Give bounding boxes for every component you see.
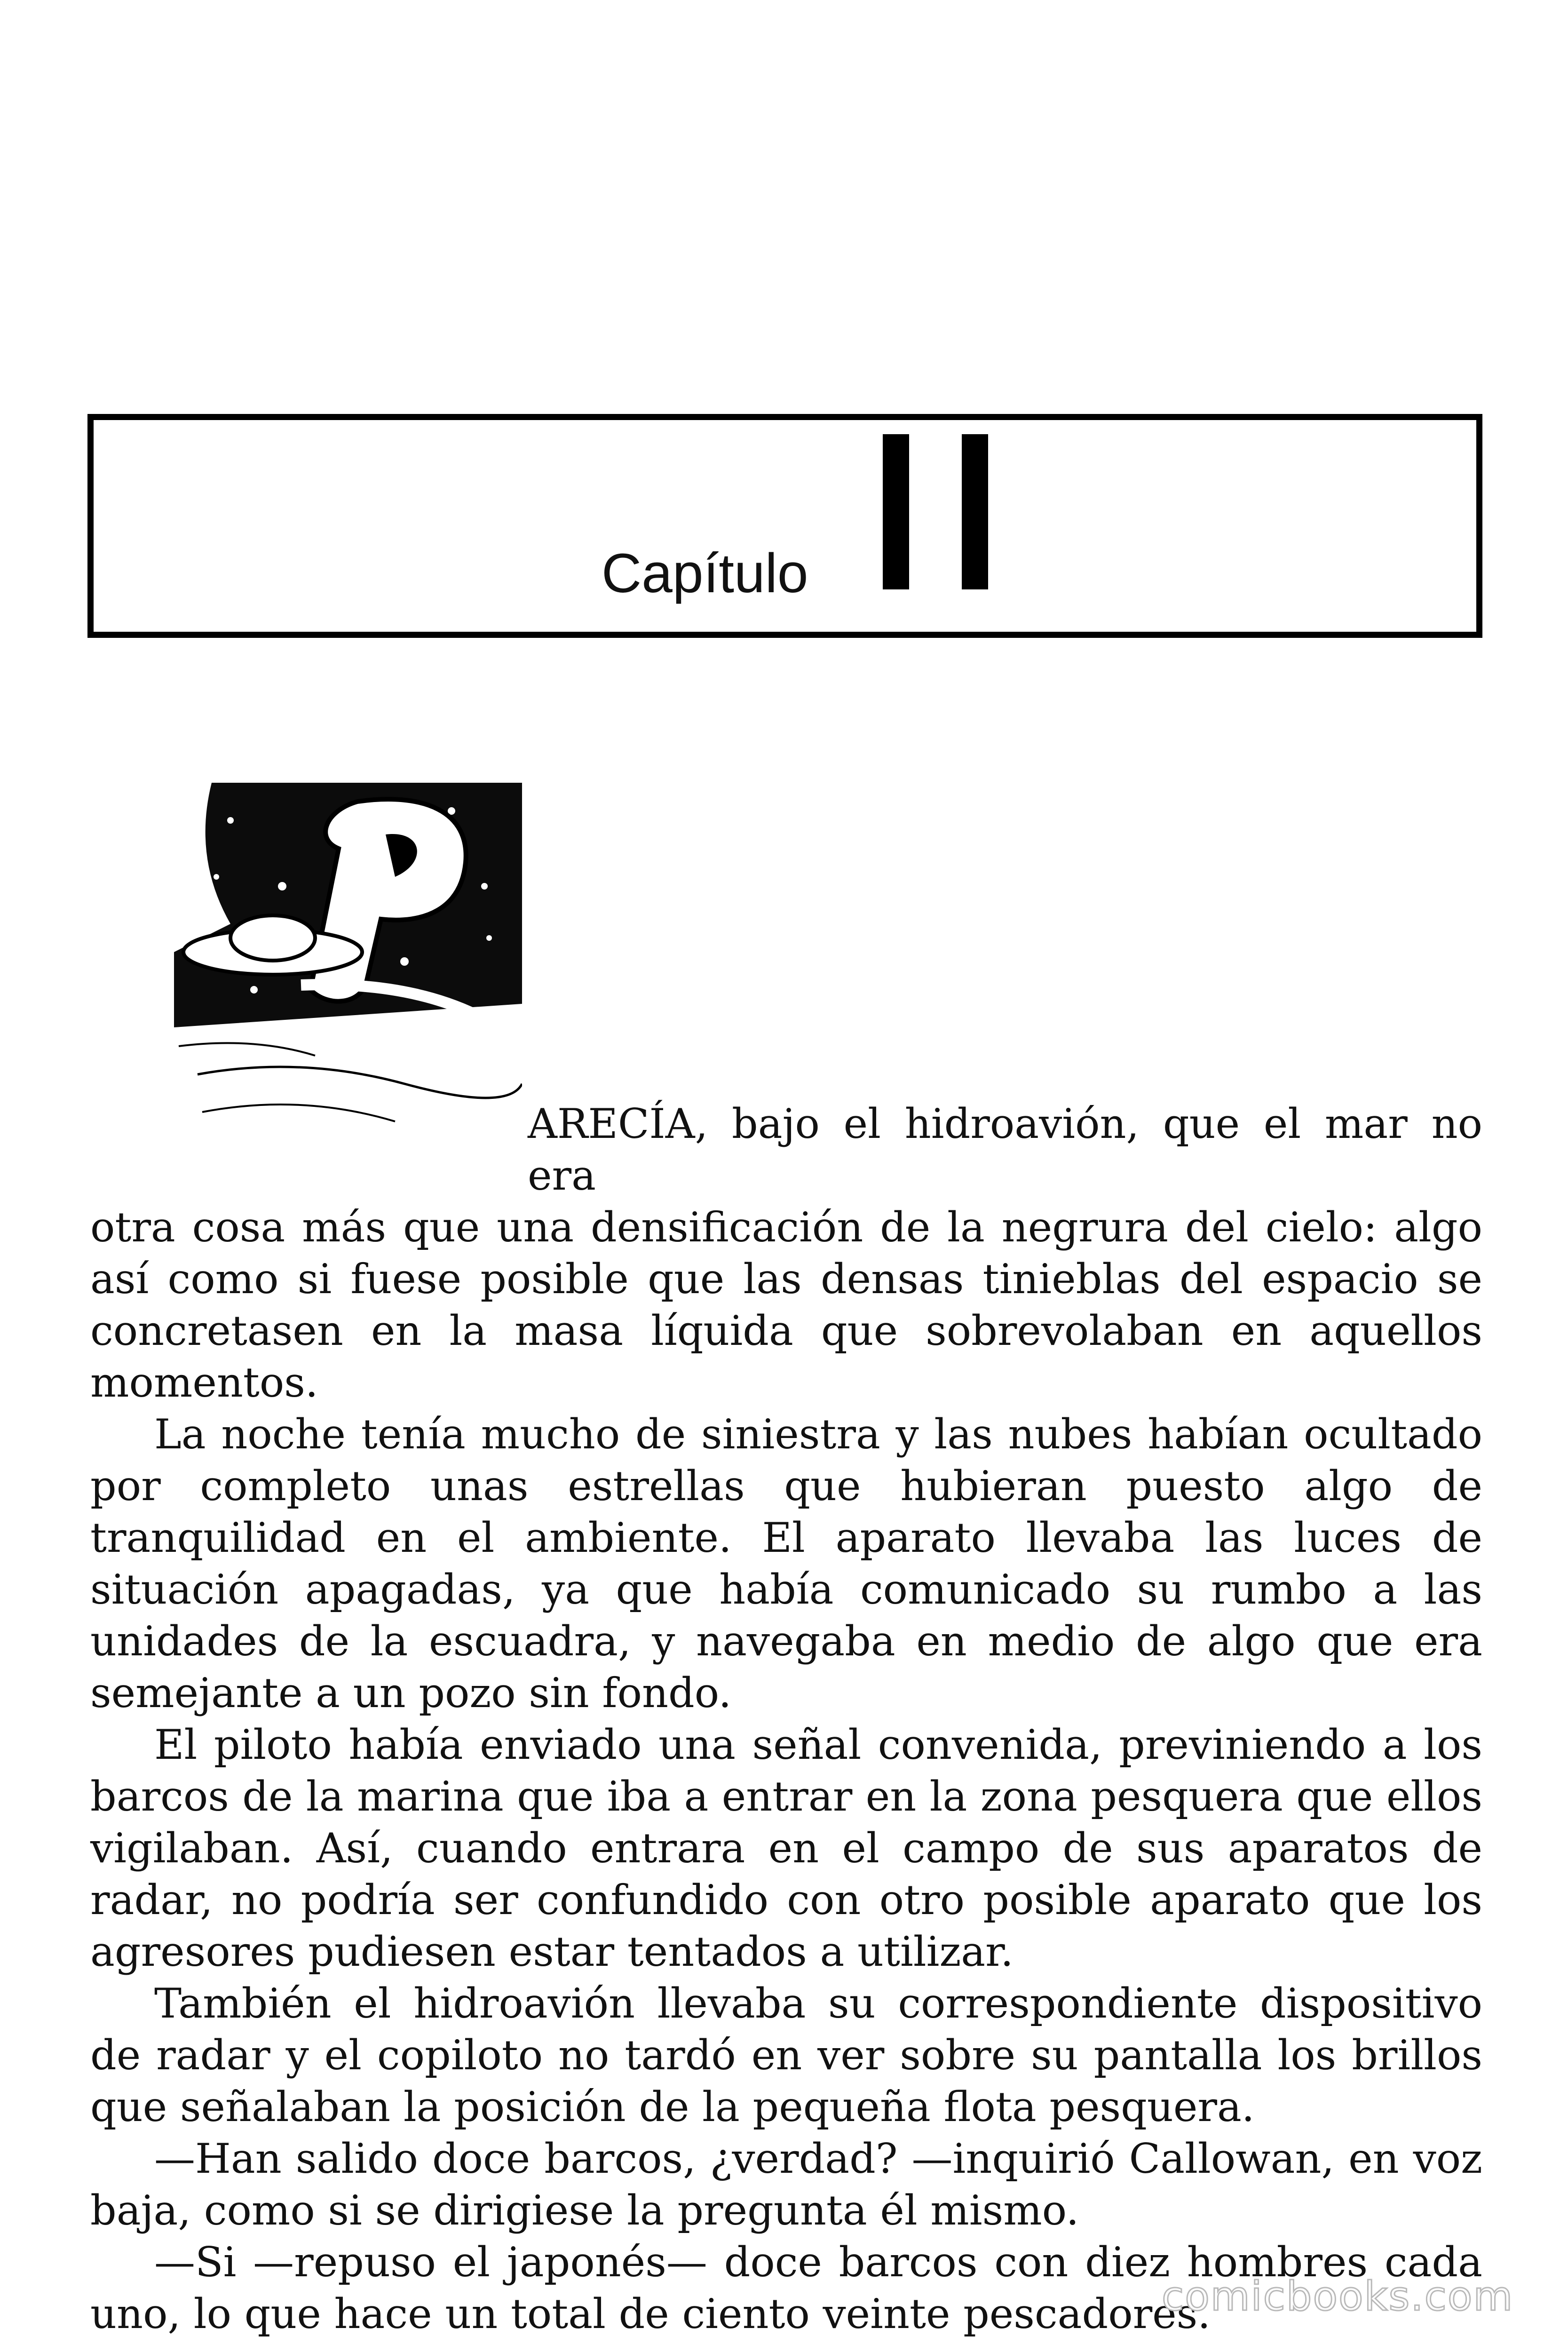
paragraph-3: El piloto había enviado una señal convenida, previniendo a los barcos de la marina que iba a entrar en la zona pesquera que ellos vigilaban. Así, cuando entrara en el campo de sus aparatos de radar, no podría ser confundido con otro posible aparato que los agresores pudiesen estar tentados a utilizar. (90, 1721, 1482, 1976)
dropcap-illustration (160, 783, 522, 1150)
chapter-number-roman (872, 434, 1061, 604)
ufo-illustration-icon (160, 783, 522, 1150)
paragraph-5: —Han salido doce barcos, ¿verdad? —inquirió Callowan, en voz baja, como si se dirigiese la pregunta él mismo. (90, 2135, 1482, 2234)
dropcap-first-line: ARECÍA, bajo el hidroavión, que el mar no era (528, 1100, 1482, 1200)
roman-numeral-stroke (883, 434, 909, 589)
paragraph-4: También el hidroavión llevaba su correspondiente dispositivo de radar y el copiloto no tardó en ver sobre su pantalla los brillos que señalaban la posición de la pequeña flota pesquera. (90, 1979, 1482, 2131)
chapter-heading-box (87, 414, 1482, 638)
watermark: comicbooks.com (1162, 2273, 1514, 2320)
roman-numeral-stroke (962, 434, 988, 589)
paragraph-1 (90, 1098, 1482, 1408)
chapter-label: Capítulo (602, 542, 808, 604)
paragraph-6: —Si —repuso el japonés— doce barcos con diez hombres cada uno, lo que hace un total de ciento veinte pescadores. (90, 2238, 1482, 2338)
paragraph-2: La noche tenía mucho de siniestra y las nubes habían ocultado por completo unas estrellas que hubieran puesto algo de tranquilidad en el ambiente. El aparato llevaba las luces de situación apagadas, ya que había comunicado su rumbo a las unidades de la escuadra, y navegaba en medio de algo que era semejante a un pozo sin fondo. (90, 1410, 1482, 1717)
paragraph-text: otra cosa más que una densificación de la negrura del cielo: algo así como si fuese posible que las densas tinieblas del espacio se concretasen en la masa líquida que sobrevolaban en aquellos momentos. (90, 1203, 1482, 1406)
chapter-body (90, 1098, 1482, 2340)
